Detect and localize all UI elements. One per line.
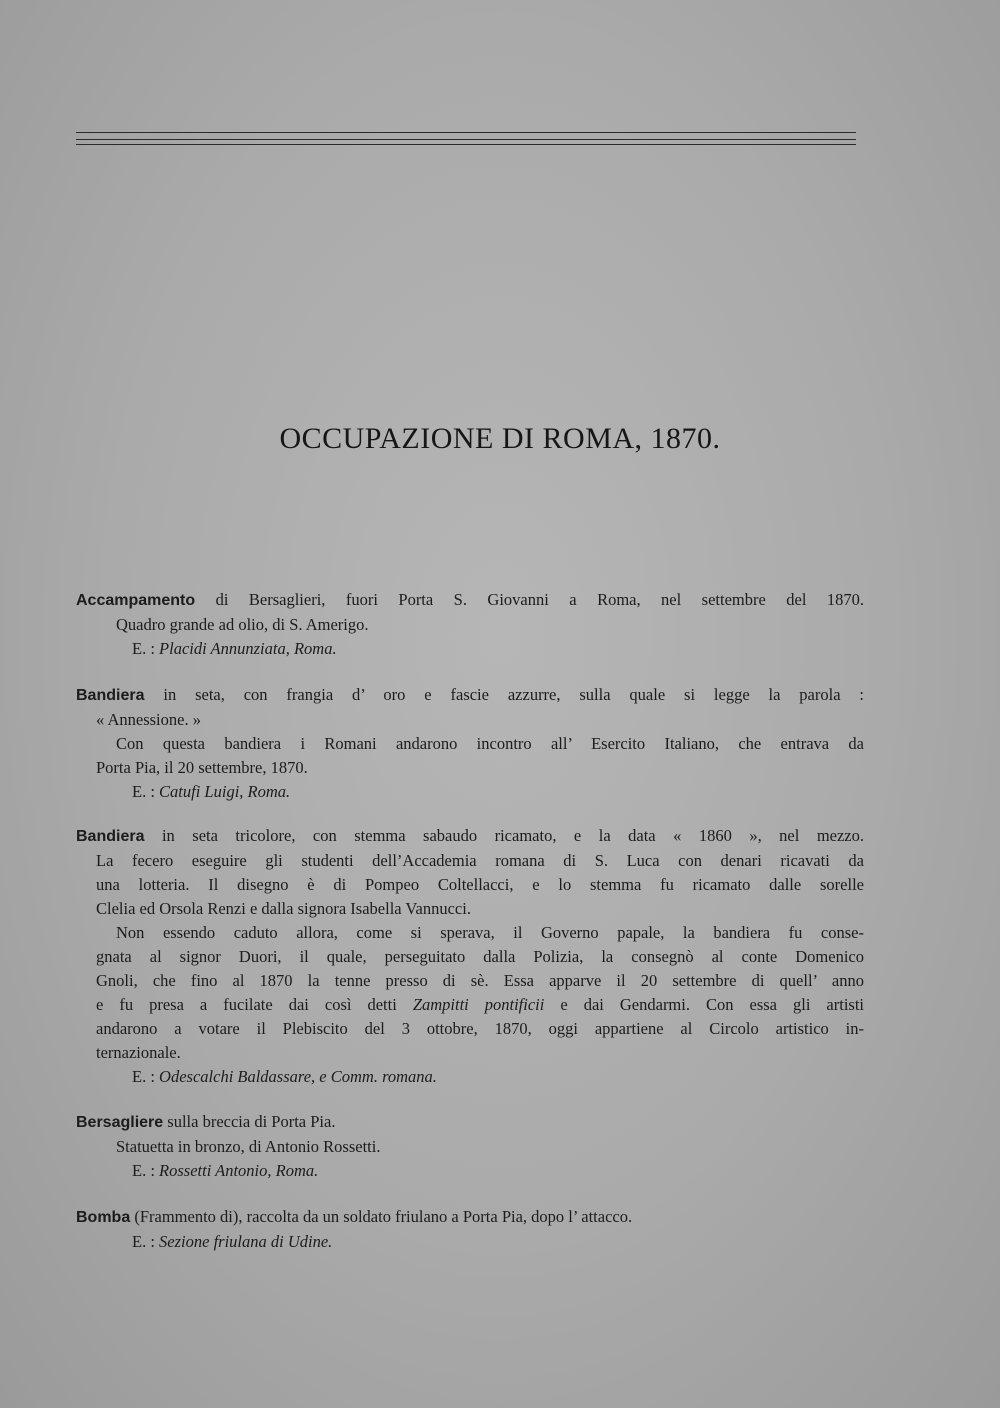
exhibitor-name: Sezione friulana di Udine. [159,1232,333,1251]
entry-heading: Bandiera [76,687,145,704]
entry-paragraph: Non essendo caduto allora, come si sperava, il Governo papale, la bandiera fu conse- [116,923,864,942]
entry-exhibitor [76,1230,864,1254]
catalog-entry [76,683,864,804]
page-title: OCCUPAZIONE DI ROMA, 1870. [279,422,721,455]
exhibitor-prefix: E. : [132,1067,155,1086]
entry-first-line [76,588,864,613]
entry-text: in seta tricolore, con stemma sabaudo ricamato, e la data « 1860 », nel mezzo. [161,826,865,845]
entry-text: (Frammento di), raccolta da un soldato friulano a Porta Pia, dopo l’ attacco. [134,1207,633,1226]
entry-text: La fecero eseguire gli studenti dell’Accademia romana di S. Luca con denari ricavati da [96,851,864,870]
entry-paragraph: ternazionale. [96,1043,181,1062]
entry-first-line [76,1110,864,1135]
entry-description: Quadro grande ad olio, di S. Amerigo. [116,615,369,634]
entry-first-line [76,1205,864,1230]
header-rule [76,144,856,145]
entry-text: e fu presa a fucilate dai così detti [96,995,397,1014]
entry-text: di Bersaglieri, fuori Porta S. Giovanni a Roma, nel settembre del 1870. [215,590,864,609]
entry-text: Clelia ed Orsola Renzi e dalla signora Isabella Vannucci. [96,899,471,918]
exhibitor-prefix: E. : [132,1161,155,1180]
entry-text: e dai Gendarmi. Con essa gli artisti [560,995,865,1014]
entry-first-line [76,683,864,708]
exhibitor-name: Placidi Annunziata, Roma. [159,639,337,658]
catalog-entry [76,1205,864,1254]
entry-heading: Bersagliere [76,1114,164,1131]
exhibitor-prefix: E. : [132,782,155,801]
entry-text: una lotteria. Il disegno è di Pompeo Coltellacci, e lo stemma fu ricamato dalle sorelle [96,875,864,894]
entry-text: sulla breccia di Porta Pia. [167,1112,336,1131]
entry-paragraph: Gnoli, che fino al 1870 la tenne presso di sè. Essa apparve il 20 settembre di quell’ anno [96,971,864,990]
catalog-entry [76,588,864,661]
header-rule [76,139,856,140]
header-rule [76,132,856,133]
entry-heading: Bandiera [76,828,145,845]
entry-paragraph [76,993,864,1017]
entry-exhibitor [76,637,864,661]
entry-paragraph: andarono a votare il Plebiscito del 3 ottobre, 1870, oggi appartiene al Circolo artistico in- [96,1019,864,1038]
exhibitor-name: Odescalchi Baldassare, e Comm. romana. [159,1067,437,1086]
entry-heading: Bomba [76,1209,131,1226]
entry-first-line [76,824,864,849]
entry-text: in seta, con frangia d’ oro e fascie azzurre, sulla quale si legge la parola : [163,685,864,704]
entry-paragraph: Porta Pia, il 20 settembre, 1870. [96,758,308,777]
catalog-entry [76,1110,864,1183]
entry-description: Statuetta in bronzo, di Antonio Rossetti. [116,1137,381,1156]
exhibitor-prefix: E. : [132,639,155,658]
entry-italic-text: Zampitti pontificii [412,995,545,1014]
entry-exhibitor [76,1065,864,1089]
exhibitor-prefix: E. : [132,1232,155,1251]
catalog-entry [76,824,864,1089]
entry-text: « Annessione. » [96,710,201,729]
entry-paragraph: gnata al signor Duori, il quale, perseguitato dalla Polizia, la consegnò al conte Domenico [96,947,864,966]
entry-exhibitor [76,780,864,804]
exhibitor-name: Rossetti Antonio, Roma. [159,1161,319,1180]
entry-exhibitor [76,1159,864,1183]
exhibitor-name: Catufi Luigi, Roma. [159,782,291,801]
entry-heading: Accampamento [76,592,196,609]
entry-paragraph: Con questa bandiera i Romani andarono incontro all’ Esercito Italiano, che entrava da [116,734,864,753]
